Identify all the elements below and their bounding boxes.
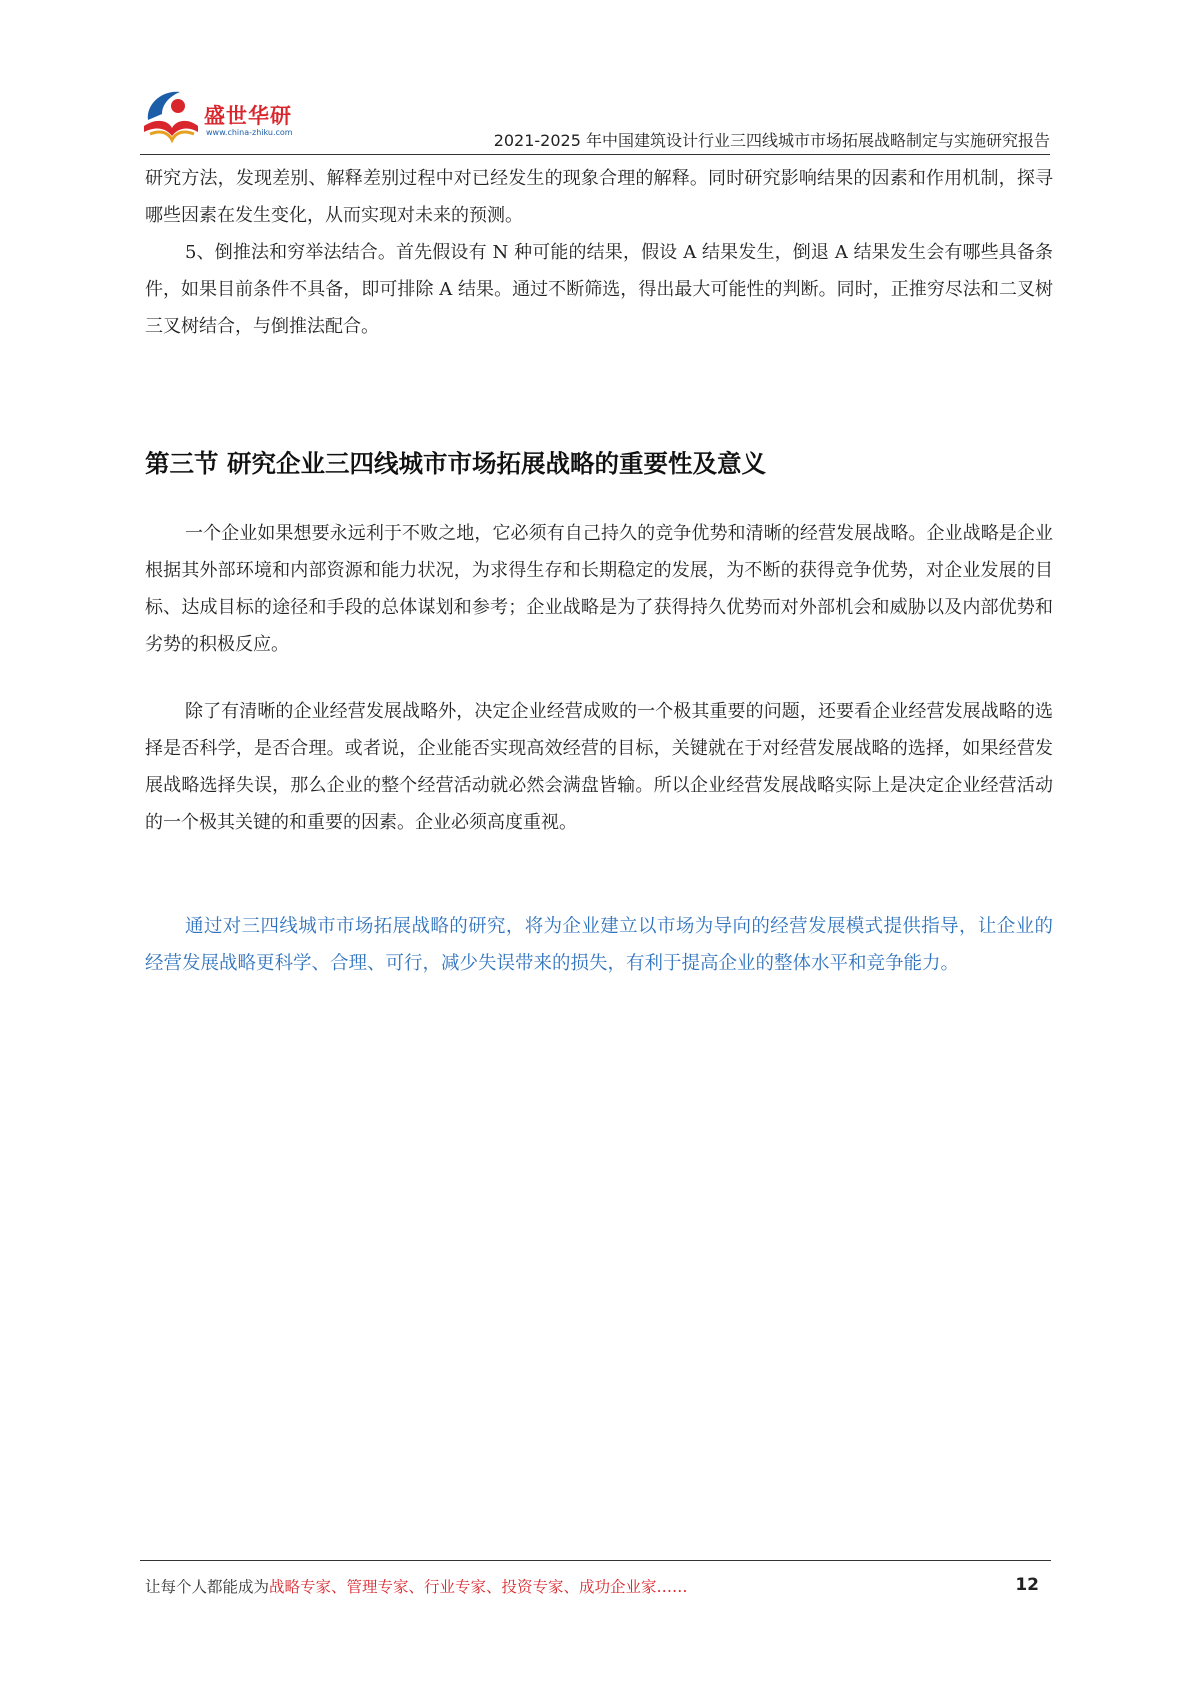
footer-slogan [145, 1575, 688, 1597]
logo-name: 盛世华研 [204, 104, 292, 128]
paragraph: 除了有清晰的企业经营发展战略外，决定企业经营成败的一个极其重要的问题，还要看企业经营发展战略的选择是否科学，是否合理。或者说，企业能否实现高效经营的目标，关键就在于对经营发展战略的选择，如果经营发展战略选择失误，那么企业的整个经营活动就必然会满盘皆输。所以企业经营发展战略实际上是决定企业经营活动的一个极其关键的和重要的因素。企业必须高度重视。 [145, 701, 1053, 833]
footer-divider [140, 1560, 1051, 1561]
paragraph: 5、倒推法和穷举法结合。首先假设有 N 种可能的结果，假设 A 结果发生，倒退 A 结果发生会有哪些具备条件，如果目前条件不具备，即可排除 A 结果。通过不断筛选，得出最大可能性的判断。同时，正推穷尽法和二叉树三叉树结合，与倒推法配合。 [145, 242, 1053, 337]
paragraph: 研究方法，发现差别、解释差别过程中对已经发生的现象合理的解释。同时研究影响结果的因素和作用机制，探寻哪些因素在发生变化，从而实现对未来的预测。 [145, 168, 1053, 226]
logo-url: www.china-zhiku.com [206, 128, 293, 137]
footer-prefix: 让每个人都能成为 [145, 1578, 270, 1596]
section-body [145, 515, 1053, 663]
company-logo [140, 78, 310, 150]
header-divider [140, 154, 1050, 155]
logo-emblem-icon [140, 84, 202, 146]
page-header [140, 78, 1050, 158]
intro-text [145, 160, 1053, 345]
section-heading: 第三节 研究企业三四线城市市场拓展战略的重要性及意义 [145, 449, 767, 478]
footer-highlight: 战略专家、管理专家、行业专家、投资专家、成功企业家…… [269, 1578, 688, 1596]
section-body [145, 693, 1053, 841]
report-title: 2021-2025 年中国建筑设计行业三四线城市市场拓展战略制定与实施研究报告 [493, 131, 1050, 150]
highlight-paragraph: 通过对三四线城市市场拓展战略的研究，将为企业建立以市场为导向的经营发展模式提供指导，让企业的经营发展战略更科学、合理、可行，减少失误带来的损失，有利于提高企业的整体水平和竞争能力。 [145, 916, 1053, 974]
paragraph: 一个企业如果想要永远利于不败之地，它必须有自己持久的竞争优势和清晰的经营发展战略。企业战略是企业根据其外部环境和内部资源和能力状况，为求得生存和长期稳定的发展，为不断的获得竞争优势，对企业发展的目标、达成目标的途径和手段的总体谋划和参考；企业战略是为了获得持久优势而对外部机会和威胁以及内部优势和劣势的积极反应。 [145, 523, 1053, 655]
highlight-body [145, 908, 1053, 982]
page-number: 12 [1015, 1575, 1039, 1595]
